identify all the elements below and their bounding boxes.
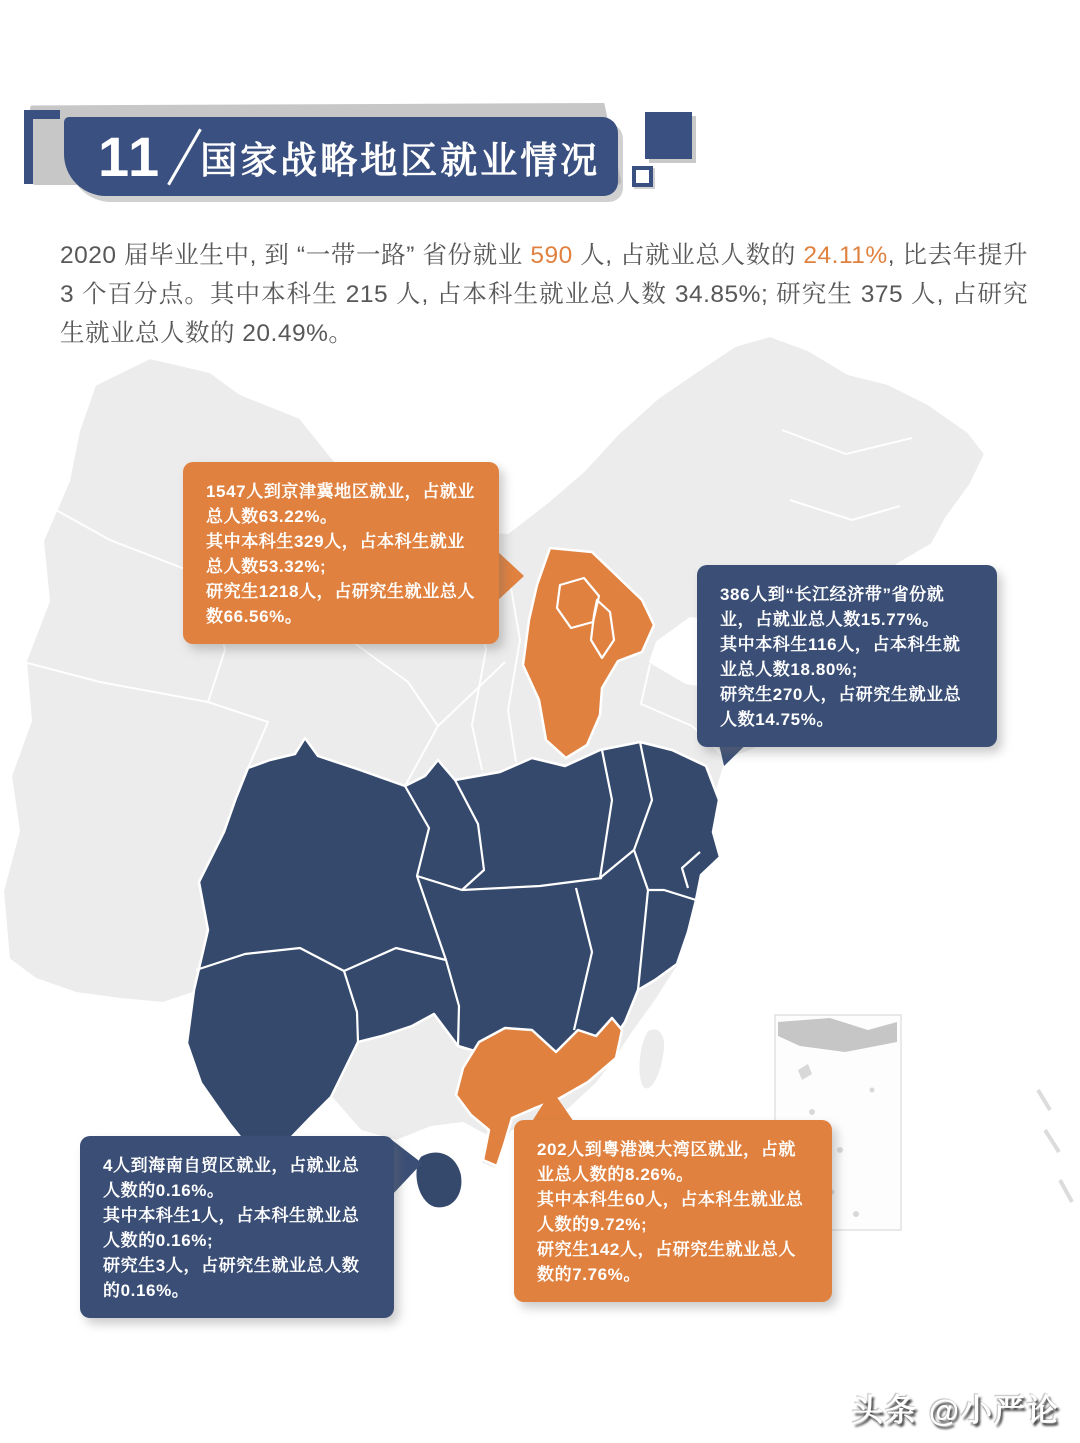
decor-square-outline <box>632 166 653 187</box>
intro-text: 2020 届毕业生中, 到 “一带一路” 省份就业 <box>60 242 531 269</box>
callout-hainan <box>80 1136 394 1318</box>
intro-highlight: 24.11% <box>803 242 888 269</box>
intro-text: , 比去年提升 3 个百分点。其中本科生 215 人, 占本科生就业总人数 34.85%; 研究生 375 人, 占研究生就业总人数的 20.49%。 <box>60 242 1028 347</box>
callout-line: 4人到海南自贸区就业，占就业总人数的0.16%。 <box>103 1156 360 1200</box>
intro-highlight: 590 <box>530 242 573 269</box>
intro-text: 人, 占就业总人数的 <box>572 242 804 269</box>
slash-divider <box>167 128 202 185</box>
callout-line: 202人到粤港澳大湾区就业，占就业总人数的8.26%。 <box>537 1140 796 1184</box>
callout-line: 研究生1218人，占研究生就业总人数66.56%。 <box>206 582 476 626</box>
callout-line: 1547人到京津冀地区就业，占就业总人数63.22%。 <box>206 482 476 526</box>
page-title: 国家战略地区就业情况 <box>200 139 601 181</box>
callout-line: 其中本科生116人，占本科生就业总人数18.80%; <box>720 635 961 679</box>
section-number: 11 <box>98 124 162 188</box>
callout-line: 其中本科生1人，占本科生就业总人数的0.16%; <box>103 1206 360 1250</box>
callout-yangtze <box>697 565 997 747</box>
callout-jingjinji <box>183 462 499 644</box>
callout-line: 研究生3人，占研究生就业总人数的0.16%。 <box>103 1256 360 1300</box>
decor-square-filled <box>645 112 692 159</box>
watermark: 头条 @小严论 <box>852 1393 1060 1428</box>
header-accent-frame <box>24 110 60 184</box>
callout-line: 其中本科生60人，占本科生就业总人数的9.72%; <box>537 1190 804 1234</box>
region-hainan <box>415 1151 463 1208</box>
callout-line: 研究生142人，占研究生就业总人数的7.76%。 <box>537 1240 796 1284</box>
callout-line: 386人到“长江经济带”省份就业，占就业总人数15.77%。 <box>720 585 945 629</box>
callout-greater-bay <box>514 1120 832 1302</box>
callout-line: 其中本科生329人，占本科生就业总人数53.32%; <box>206 532 465 576</box>
section-header <box>64 117 618 196</box>
callout-line: 研究生270人，占研究生就业总人数14.75%。 <box>720 685 962 729</box>
region-taiwan <box>638 1028 665 1089</box>
